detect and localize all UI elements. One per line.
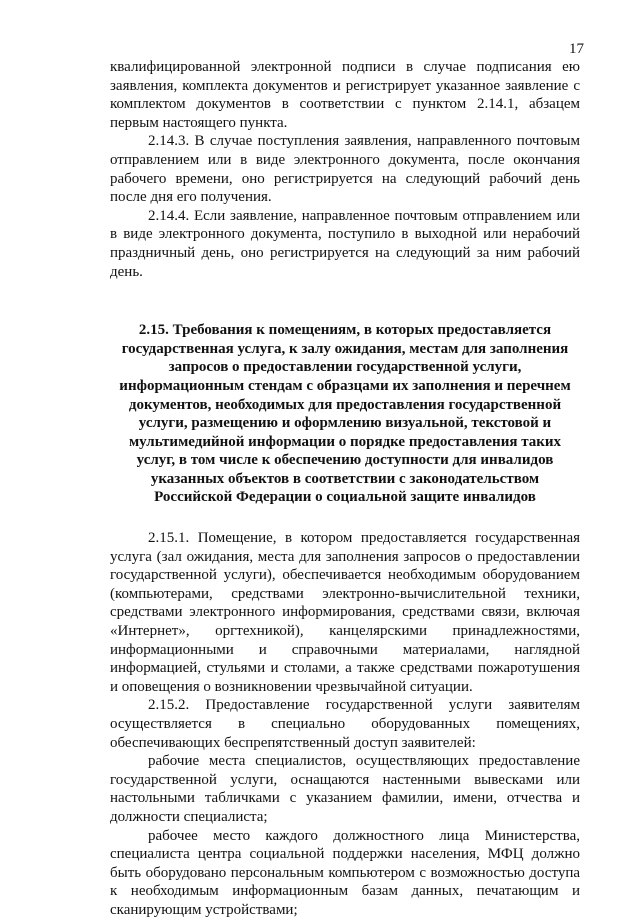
paragraph-workstation: рабочее место каждого должностного лица Министерства, специалиста центра социальной поддержки населения, МФЦ должно быть оборудовано персональным компьютером с возможностью доступа к необходимым информационным базам данных, печатающим и сканирующим устройствами; xyxy=(110,827,580,918)
page-number: 17 xyxy=(569,41,584,57)
spacer xyxy=(110,303,580,321)
paragraph-2-15-1: 2.15.1. Помещение, в котором предоставляется государственная услуга (зал ожидания, места для заполнения запросов о предоставлении государственной услуги), обеспечивается необходимым оборудованием (компьютерами, средствами электронно-вычислительной техники, средствами электронного информирования, средствами связи, включая «Интернет», оргтехникой), канцелярскими принадлежностями, информационными и справочными материалами, наглядной информацией, стульями и столами, а также средствами пожаротушения и оповещения о возникновении чрезвычайной ситуации. xyxy=(110,530,580,695)
paragraph-2-14-4: 2.14.4. Если заявление, направленное почтовым отправлением или в виде электронного документа, поступило в выходной или нерабочий праздничный день, оно регистрируется на следующий за ним рабочий день. xyxy=(110,207,580,280)
section-heading-2-15: 2.15. Требования к помещениям, в которых предоставляется государственная услуга, к залу ожидания, местам для заполнения запросов о предоставлении государственной услуги, информационным стендам с образцами их заполнения и перечнем документов, необходимых для предоставления государственной услуги, размещению и оформлению визуальной, текстовой и мультимедийной информации о порядке предоставления таких услуг, в том числе к обеспечению доступности для инвалидов указанных объектов в соответствии с законодательством Российской Федерации о социальной защите инвалидов xyxy=(119,322,571,506)
paragraph-2-14-3: 2.14.3. В случае поступления заявления, направленного почтовым отправлением или в виде электронного документа, после окончания рабочего времени, оно регистрируется на следующий рабочий день после дня его получения. xyxy=(110,133,580,206)
paragraph-workplaces: рабочие места специалистов, осуществляющих предоставление государственной услуги, оснащаются настенными вывесками или настольными табличками с указанием фамилии, имени, отчества и должности специалиста; xyxy=(110,753,580,825)
paragraph-continuation: квалифицированной электронной подписи в случае подписания ею заявления, комплекта документов и регистрирует указанное заявление с комплектом документов в соответствии с пунктом 2.14.1, абзацем первым настоящего пункта. xyxy=(110,59,580,131)
spacer xyxy=(110,281,580,303)
paragraph-2-15-2: 2.15.2. Предоставление государственной услуги заявителям осуществляется в специально оборудованных помещениях, обеспечивающих беспрепятственный доступ заявителей: xyxy=(110,697,580,751)
spacer xyxy=(110,507,580,529)
page-content xyxy=(110,58,580,920)
